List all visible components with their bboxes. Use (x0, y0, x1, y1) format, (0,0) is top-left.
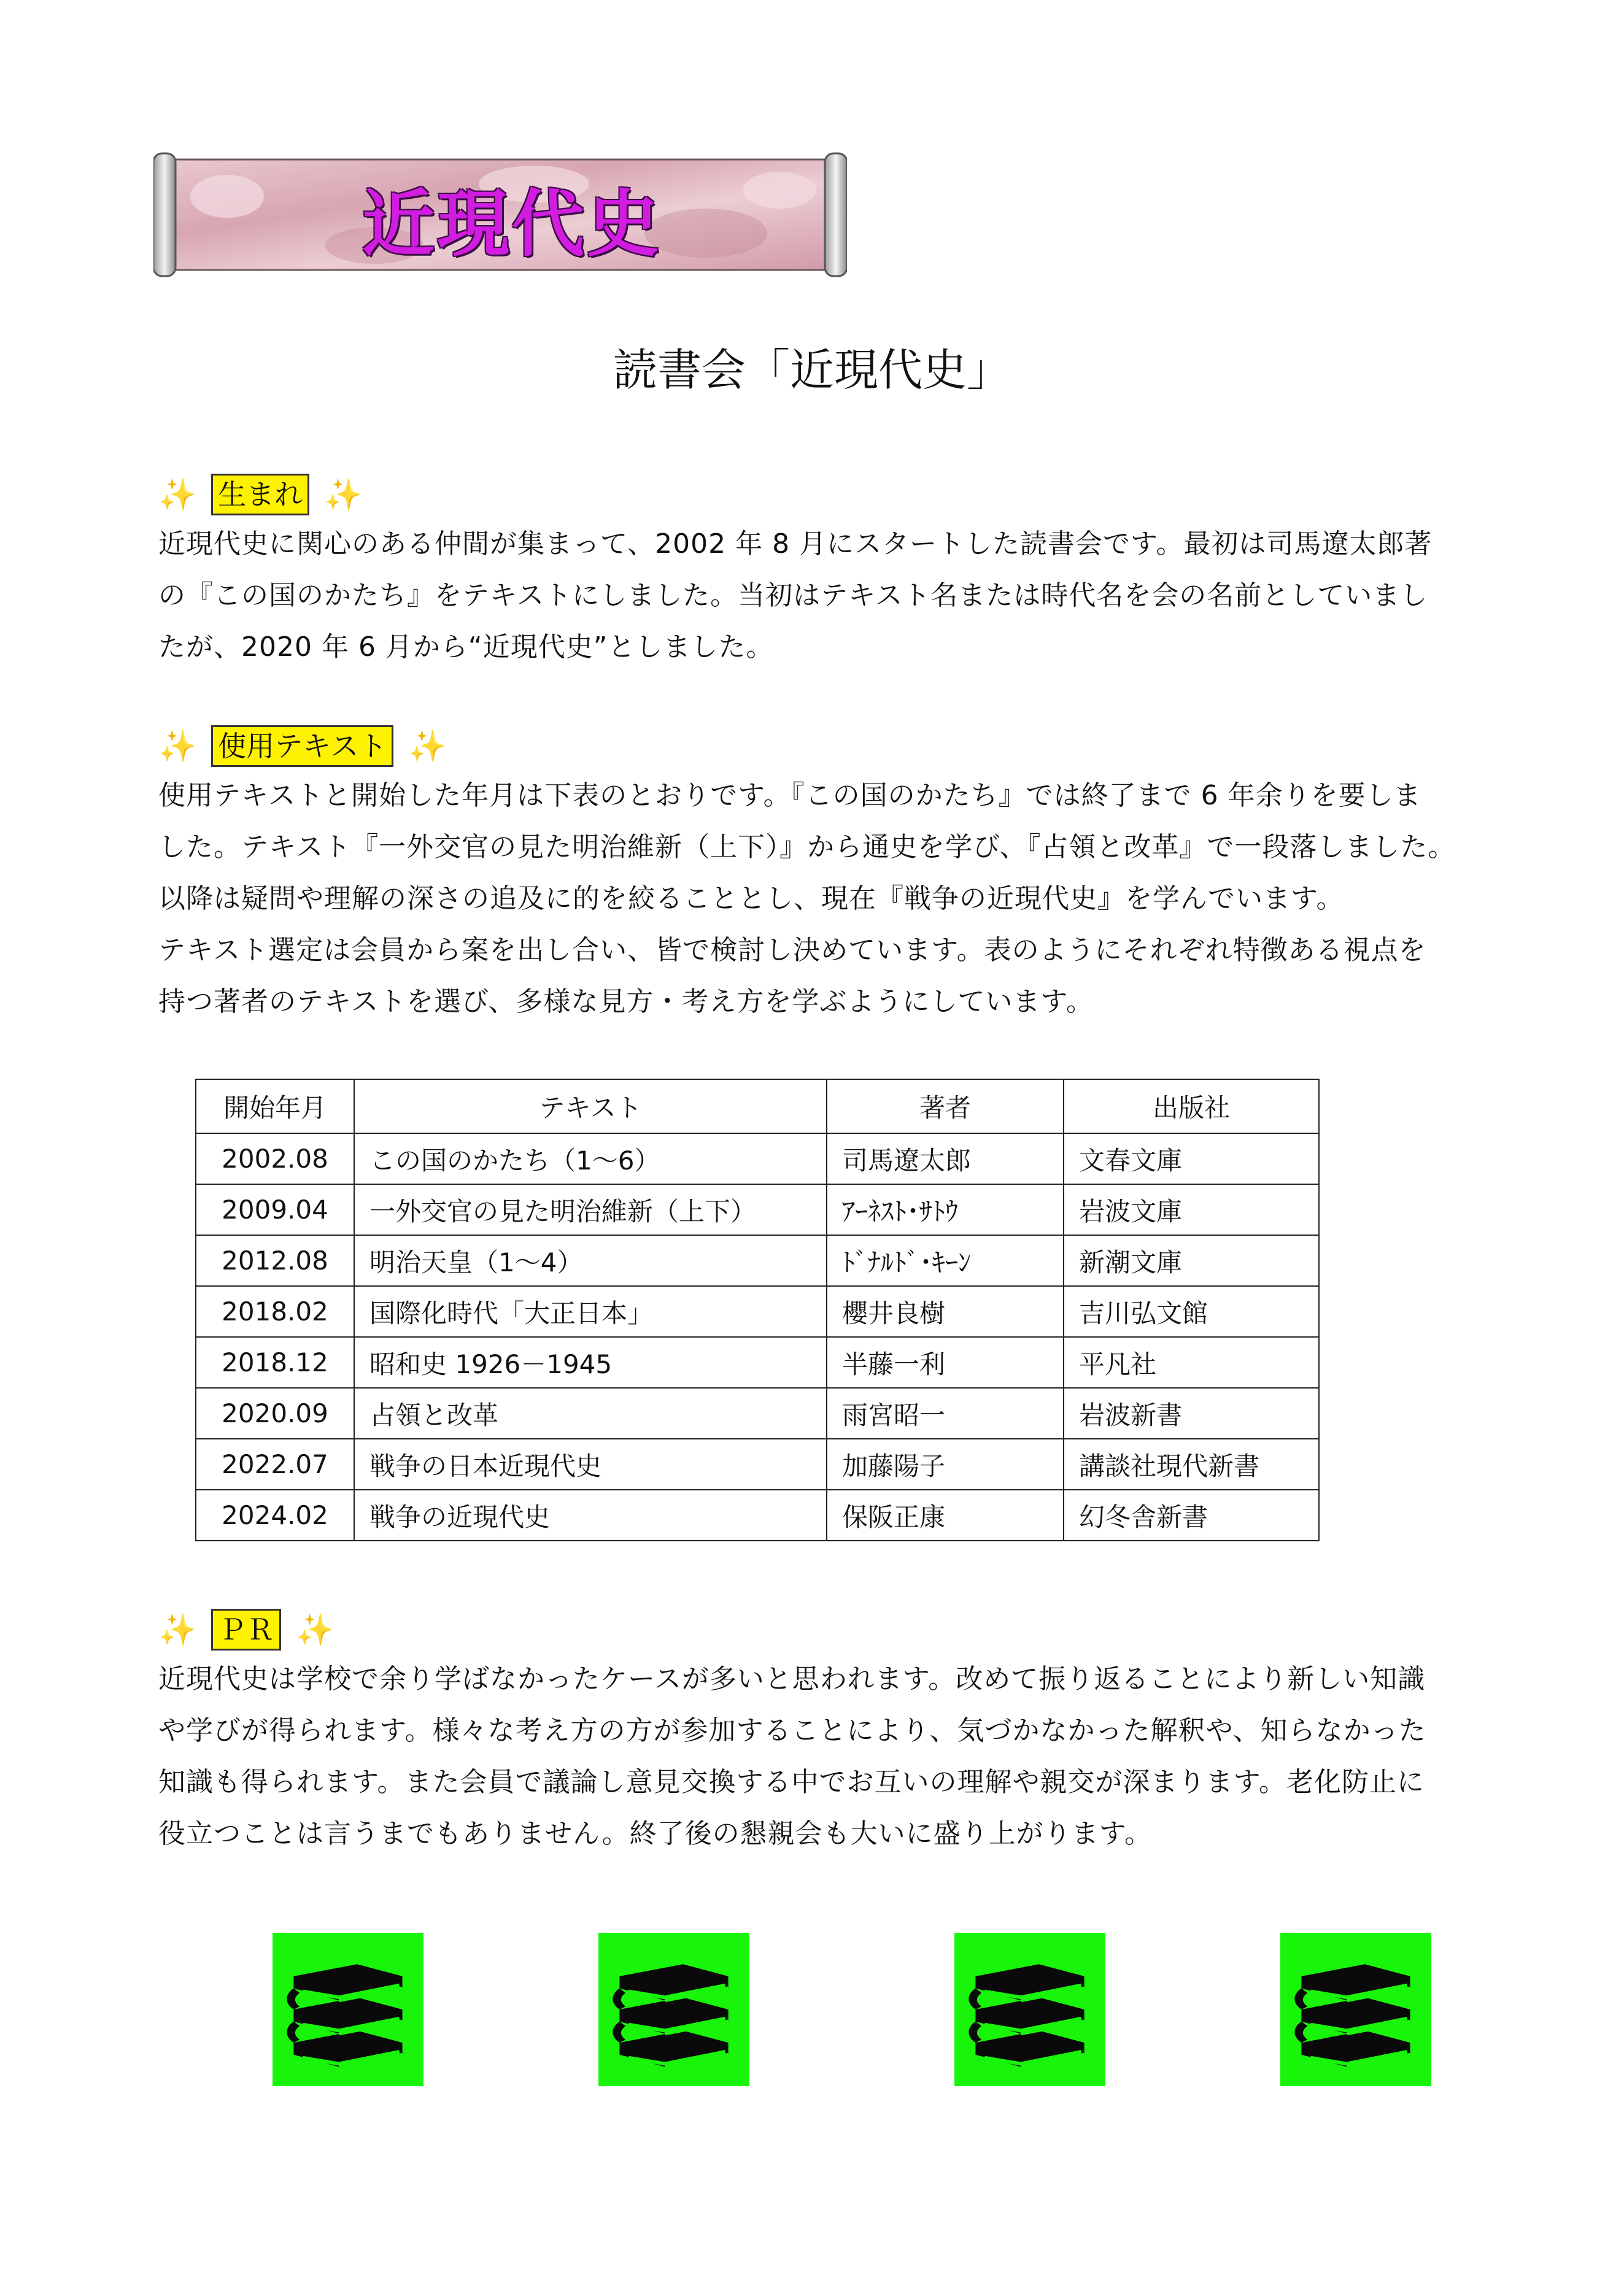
books-icon-graphic (598, 1933, 749, 2086)
table-cell: 昭和史 1926－1945 (354, 1337, 827, 1388)
books-icon (954, 1933, 1105, 2086)
section-heading-birth (158, 472, 363, 517)
table-cell: 2012.08 (196, 1235, 354, 1286)
books-icon (598, 1933, 749, 2086)
sparkle-icon: ✨ (158, 1611, 197, 1647)
books-icon-graphic (1280, 1933, 1431, 2086)
table-cell: 講談社現代新書 (1064, 1439, 1319, 1490)
table-row (196, 1388, 1319, 1439)
table-cell: 明治天皇（1～4） (354, 1235, 827, 1286)
column-header: 開始年月 (196, 1079, 354, 1133)
table-cell: 2009.04 (196, 1184, 354, 1235)
section-tag: 生まれ (211, 474, 309, 515)
title-banner (153, 141, 847, 288)
text-list-table (195, 1079, 1320, 1541)
table-cell: 櫻井良樹 (827, 1286, 1064, 1337)
table-row (196, 1184, 1319, 1235)
table-cell: 岩波新書 (1064, 1388, 1319, 1439)
paragraph-line: 近現代史に関心のある仲間が集まって、2002 年 8 月にスタートした読書会です。最初は司馬遼太郎著 (158, 528, 1433, 560)
table-cell: 雨宮昭一 (827, 1388, 1064, 1439)
table-cell: 占領と改革 (354, 1388, 827, 1439)
table-cell: 2024.02 (196, 1490, 354, 1541)
paragraph-line: 役立つことは言うまでもありません。終了後の懇親会も大いに盛り上がります。 (158, 1818, 1153, 1849)
table-row (196, 1235, 1319, 1286)
table-cell: 半藤一利 (827, 1337, 1064, 1388)
table-cell: ﾄﾞﾅﾙﾄﾞ･ｷｰﾝ (827, 1235, 1064, 1286)
pr-paragraph (158, 1654, 1496, 1860)
table-cell: 文春文庫 (1064, 1133, 1319, 1184)
table-cell: この国のかたち（1～6） (354, 1133, 827, 1184)
column-header: 出版社 (1064, 1079, 1319, 1133)
table-cell: 一外交官の見た明治維新（上下） (354, 1184, 827, 1235)
table-cell: 2018.02 (196, 1286, 354, 1337)
table-cell: 戦争の日本近現代史 (354, 1439, 827, 1490)
table-row (196, 1337, 1319, 1388)
texts-paragraph (158, 770, 1496, 1028)
sparkle-icon: ✨ (158, 728, 197, 764)
table-cell: 戦争の近現代史 (354, 1490, 827, 1541)
paragraph-line: テキスト選定は会員から案を出し合い、皆で検討し決めています。表のようにそれぞれ特徴ある視点を (158, 934, 1426, 966)
section-heading-texts (158, 724, 447, 768)
section-tag: 使用テキスト (211, 725, 393, 767)
table-cell: 加藤陽子 (827, 1439, 1064, 1490)
table-row (196, 1439, 1319, 1490)
table-cell: ｱｰﾈｽﾄ･ｻﾄｳ (827, 1184, 1064, 1235)
table-cell: 保阪正康 (827, 1490, 1064, 1541)
paragraph-line: の『この国のかたち』をテキストにしました。当初はテキスト名または時代名を会の名前としていまし (158, 580, 1428, 611)
birth-paragraph (158, 518, 1496, 673)
table-row (196, 1286, 1319, 1337)
table-cell: 幻冬舎新書 (1064, 1490, 1319, 1541)
table-row (196, 1133, 1319, 1184)
table-cell: 2022.07 (196, 1439, 354, 1490)
table-header-row (196, 1079, 1319, 1133)
column-header: 著者 (827, 1079, 1064, 1133)
sparkle-icon: ✨ (158, 476, 197, 512)
column-header: テキスト (354, 1079, 827, 1133)
page-title: 読書会「近現代史」 (613, 344, 1011, 396)
table-cell: 平凡社 (1064, 1337, 1319, 1388)
table-row (196, 1490, 1319, 1541)
sparkle-icon: ✨ (324, 476, 363, 512)
table-cell: 2018.12 (196, 1337, 354, 1388)
sparkle-icon: ✨ (296, 1611, 334, 1647)
table-cell: 新潮文庫 (1064, 1235, 1319, 1286)
table-cell: 吉川弘文館 (1064, 1286, 1319, 1337)
sparkle-icon: ✨ (408, 728, 447, 764)
paragraph-line: 知識も得られます。また会員で議論し意見交換する中でお互いの理解や親交が深まります。老化防止に (158, 1766, 1425, 1798)
section-heading-pr (158, 1608, 334, 1652)
table-cell: 2002.08 (196, 1133, 354, 1184)
books-icon (1280, 1933, 1431, 2086)
table-cell: 国際化時代「大正日本」 (354, 1286, 827, 1337)
table-cell: 司馬遼太郎 (827, 1133, 1064, 1184)
section-tag: ＰＲ (211, 1609, 281, 1651)
paragraph-line: や学びが得られます。様々な考え方の方が参加することにより、気づかなかった解釈や、知らなかった (158, 1715, 1426, 1746)
books-icon-graphic (954, 1933, 1105, 2086)
paragraph-line: たが、2020 年 6 月から“近現代史”としました。 (158, 631, 774, 663)
table-cell: 2020.09 (196, 1388, 354, 1439)
books-icon (273, 1933, 423, 2086)
books-icon-graphic (273, 1933, 423, 2086)
paragraph-line: 以降は疑問や理解の深さの追及に的を絞ることとし、現在『戦争の近現代史』を学んでいます。 (158, 883, 1344, 914)
table-cell: 岩波文庫 (1064, 1184, 1319, 1235)
paragraph-line: 持つ著者のテキストを選び、多様な見方・考え方を学ぶようにしています。 (158, 986, 1094, 1017)
paragraph-line: した。テキスト『一外交官の見た明治維新（上下）』から通史を学び、『占領と改革』で一段落しました。 (158, 831, 1456, 863)
banner-title: 近現代史 (362, 182, 662, 266)
paragraph-line: 近現代史は学校で余り学ばなかったケースが多いと思われます。改めて振り返ることにより新しい知識 (158, 1663, 1426, 1695)
paragraph-line: 使用テキストと開始した年月は下表のとおりです。『この国のかたち』では終了まで 6 年余りを要しま (158, 780, 1421, 811)
